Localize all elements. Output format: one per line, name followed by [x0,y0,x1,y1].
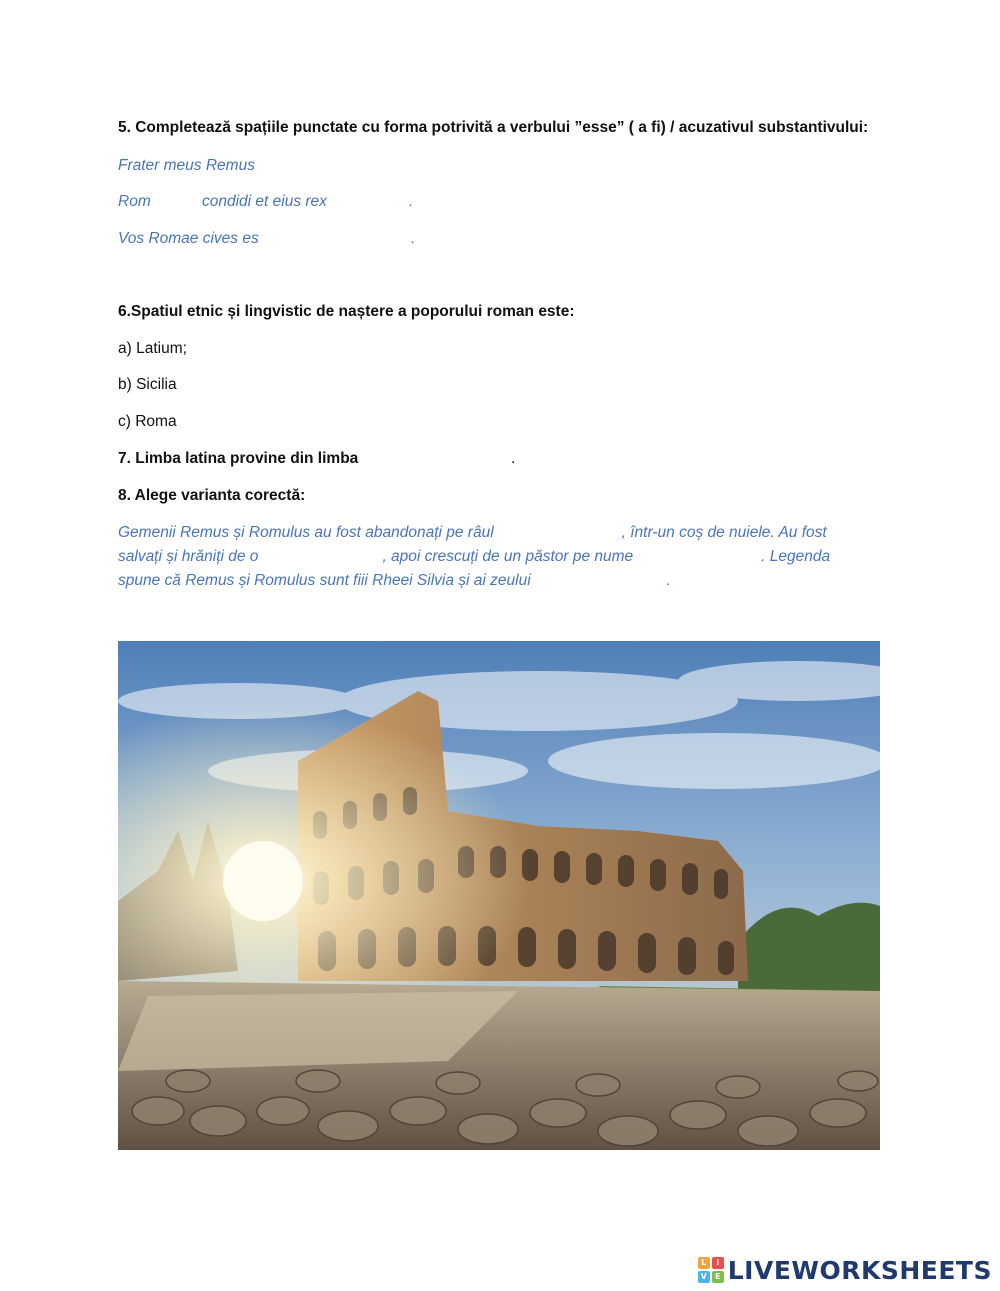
q7-blank[interactable] [365,448,507,470]
q6-option-c[interactable]: c) Roma [118,413,177,430]
logo-mark-v: V [698,1271,710,1283]
q8-text-1: Gemenii Remus și Romulus au fost abandonați pe râul [118,524,494,541]
q8-text-3: , apoi crescuți de un păstor pe nume [382,548,634,565]
q5-blank-4[interactable] [260,228,408,250]
q5-blank-1[interactable] [260,155,410,177]
q7-text: 7. Limba latina provine din limba [118,450,359,467]
q5-line2-end: . [409,193,414,210]
q5-heading: 5. Completează spațiile punctate cu forma potrivită a verbului ”esse” ( a fi) / acuzativul substantivului: [118,119,869,136]
q6-option-a[interactable]: a) Latium; [118,340,187,357]
q5-line3-end: . [411,230,416,247]
q7-end: . [511,450,516,467]
q5-line2-mid: condidi et eius rex [202,193,327,210]
logo-mark-i: I [712,1257,724,1269]
q8-paragraph [118,521,870,593]
q5-blank-3[interactable] [338,191,406,213]
q8-text-5: . [666,572,671,589]
q6-option-b[interactable]: b) Sicilia [118,376,177,393]
logo-text: LIVEWORKSHEETS [727,1255,992,1285]
logo-mark-l: L [698,1257,710,1269]
q8-text-4: . Legenda spune că Remus și Romulus sunt fiii Rheei Silvia și ai zeului [118,548,831,589]
logo-mark-icon [698,1257,724,1283]
q5-blank-2[interactable] [150,191,198,213]
logo-mark-e: E [712,1271,724,1283]
colosseum-photo [118,641,880,1150]
q8-heading: 8. Alege varianta corectă: [118,487,306,504]
q8-text-2: , într-un coș de nuiele. Au fost salvați și hrăniți de o [118,524,827,565]
q5-line1: Frater meus Remus [118,157,255,174]
q5-line3-start: Vos Romae cives es [118,230,259,247]
liveworksheets-logo [698,1254,992,1286]
q6-heading: 6.Spatiul etnic și lingvistic de naștere a poporului roman este: [118,303,575,320]
q5-line2-start: Rom [118,193,151,210]
